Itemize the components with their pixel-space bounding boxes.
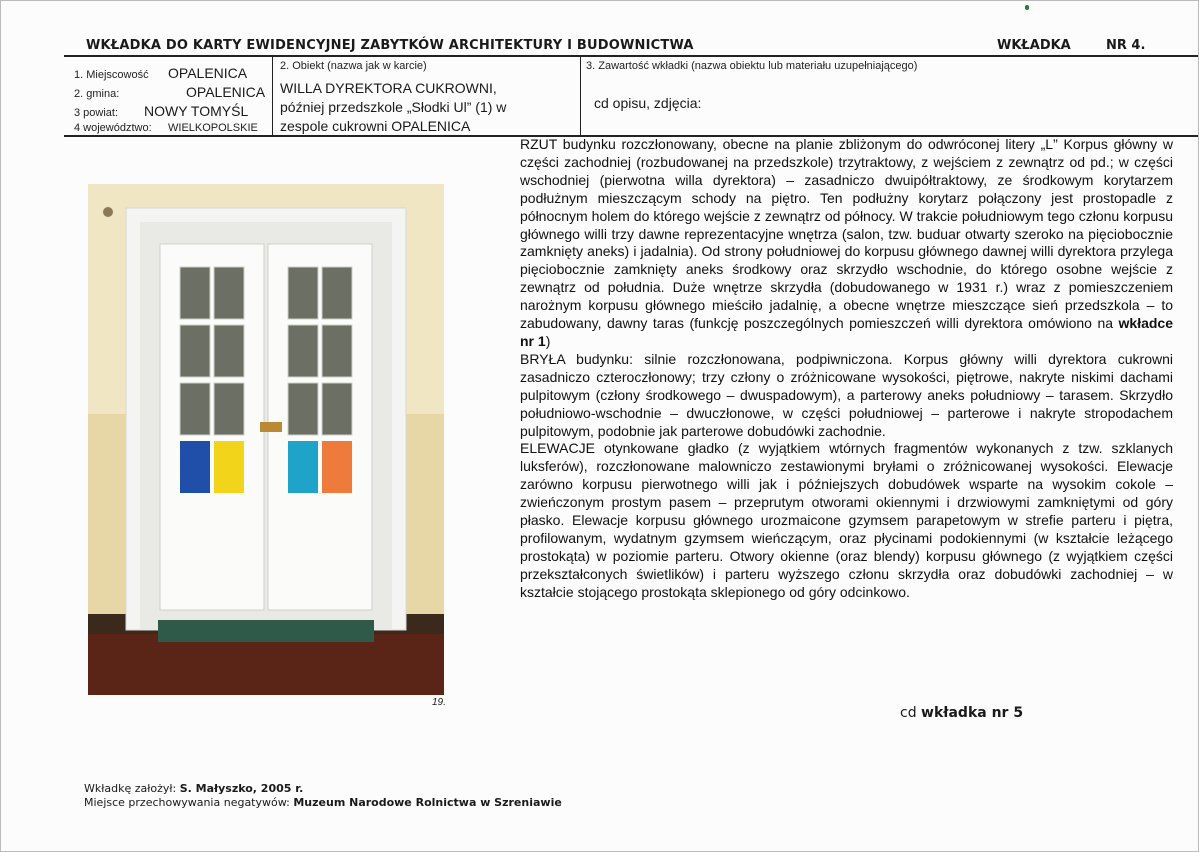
author-label: Wkładkę założył:: [84, 782, 177, 795]
description-rzut: [520, 136, 1173, 351]
miejscowosc-label: 1. Miejscowość: [74, 69, 149, 81]
rzut-text: RZUT budynku rozczłonowany, obecne na planie zbliżonym do odwróconej litery „L” Korpus główny w części zachodniej (rozbudowanej na przedszkole) trzytraktowy, z wejściem z zewnątrz od pd.; w części wschodniej (pierwotna willa dyrektora) – zasadniczo dwuipółtraktowy, ze środkowym korytarzem podłużnym mieszczącym schody na piętro. Ten podłużny korytarz połączony jest prostopadle z północnym holem do którego wejście z zewnątrz od północy. W trakcie południowym tego członu korpusu głównego willi trzy dawne reprezentacyjne wnętrza (salon, tzw. buduar otwarty szeroko na pięciobocznie zamknięty aneks) i jadalnia). Od strony południowej do korpusu głównego dawnej willi dyrektora przylega pięciobocznie zamknięty aneks środkowy oraz skrzydło wschodnie, do którego osobne wejście z zewnątrz od południa. Duże wnętrze skrzydła (dobudowanego w 1931 r.) wraz z pomieszczeniem narożnym korpusu głównego mieściło jadalnię, a obecne wnętrze mieszczące sień przedszkola – to zabudowany, dawny taras (funkcję poszczególnych pomieszczeń willi dyrektora omówiono na: [520, 136, 1173, 332]
object-label: 2. Obiekt (nazwa jak w karcie): [280, 60, 427, 72]
column-divider-1: [272, 56, 273, 136]
description-text: [520, 136, 1173, 602]
continuation-prefix: cd: [900, 705, 917, 721]
continuation-ref: wkładka nr 5: [921, 705, 1024, 721]
gmina-value: OPALENICA: [186, 84, 266, 100]
powiat-label: 3 powiat:: [74, 107, 119, 119]
continuation-note: [900, 705, 1023, 721]
object-name-line3: zespole cukrowni OPALENICA: [280, 118, 471, 134]
object-name-line2: później przedszkole „Słodki Ul” (1) w: [280, 99, 507, 115]
photo-number: 19.: [432, 697, 446, 708]
object-name-line1: WILLA DYREKTORA CUKROWNI,: [280, 80, 497, 96]
powiat-value: NOWY TOMYŚL: [144, 103, 249, 119]
wojewodztwo-value: WIELKOPOLSKIE: [168, 122, 258, 134]
wojewodztwo-label: 4 województwo:: [74, 122, 152, 134]
content-label: 3. Zawartość wkładki (nazwa obiektu lub materiału uzupełniającego): [586, 60, 918, 72]
description-bryla: BRYŁA budynku: silnie rozczłonowana, podpiwniczona. Korpus główny willi dyrektora cukrowni zasadniczo czteroczłonowy; trzy człony o zróżnicowane wysokości, piętrowe, nakryte niskimi dachami pulpitowym (człony środkowego – dwuspadowym), a parterowy aneks południowy – tarasem. Skrzydło południowo-wschodnie – dwuczłonowe, w części południowej – parterowe i nakryte stropodachem pulpitowym, podobnie jak parterowe dobudówki zachodnie.: [520, 350, 1173, 439]
marker-dot: [1025, 5, 1029, 10]
rzut-end: ): [545, 332, 551, 349]
door-photo: [88, 184, 444, 695]
author-value: S. Małyszko, 2005 r.: [179, 782, 304, 795]
document-title: WKŁADKA DO KARTY EWIDENCYJNEJ ZABYTKÓW ARCHITEKTURY I BUDOWNICTWA: [86, 38, 694, 53]
header-top-line: [64, 55, 1198, 57]
footer-storage: [84, 796, 562, 809]
rzut-reference: wkładce nr 1: [520, 315, 1173, 349]
description-elewacje: ELEWACJE otynkowane gładko (z wyjątkiem wtórnych fragmentów wykonanych z tzw. szklanych luksferów), rozczłonowane malowniczo zestawionymi bryłami o zróżnicowanej wysokości. Elewacje zarówno korpusu pierwotnego willi jak i późniejszych dobudówek wsparte na wysokim cokole – zwieńczonym prostym pasem – przeprutym otworami okiennymi i drzwiowymi zamkniętymi od góry płasko. Elewacje korpusu głównego urozmaicone gzymsem parapetowym w strefie parteru i piętra, profilowanym, wydatnym gzymsem wieńczącym, oraz płycinami podokiennymi (w kształcie leżącego prostokąta) w poziomie parteru. Otwory okienne (oraz blendy) korpusu głównego (z wyjątkiem części przekształconych świetlików) i parteru wyższego członu skrzydła oraz dobudówki zachodniej – w kształcie stojącego prostokąta sklepionego od góry odcinkowo.: [520, 440, 1173, 600]
footer-author: [84, 782, 303, 795]
storage-label: Miejsce przechowywania negatywów:: [84, 796, 290, 809]
insert-number: NR 4.: [1106, 38, 1146, 53]
content-value: cd opisu, zdjęcia:: [594, 95, 702, 111]
storage-value: Muzeum Narodowe Rolnictwa w Szreniawie: [293, 796, 562, 809]
column-divider-2: [580, 56, 581, 136]
miejscowosc-value: OPALENICA: [168, 65, 248, 81]
gmina-label: 2. gmina:: [74, 88, 120, 100]
insert-label: WKŁADKA: [997, 38, 1071, 53]
